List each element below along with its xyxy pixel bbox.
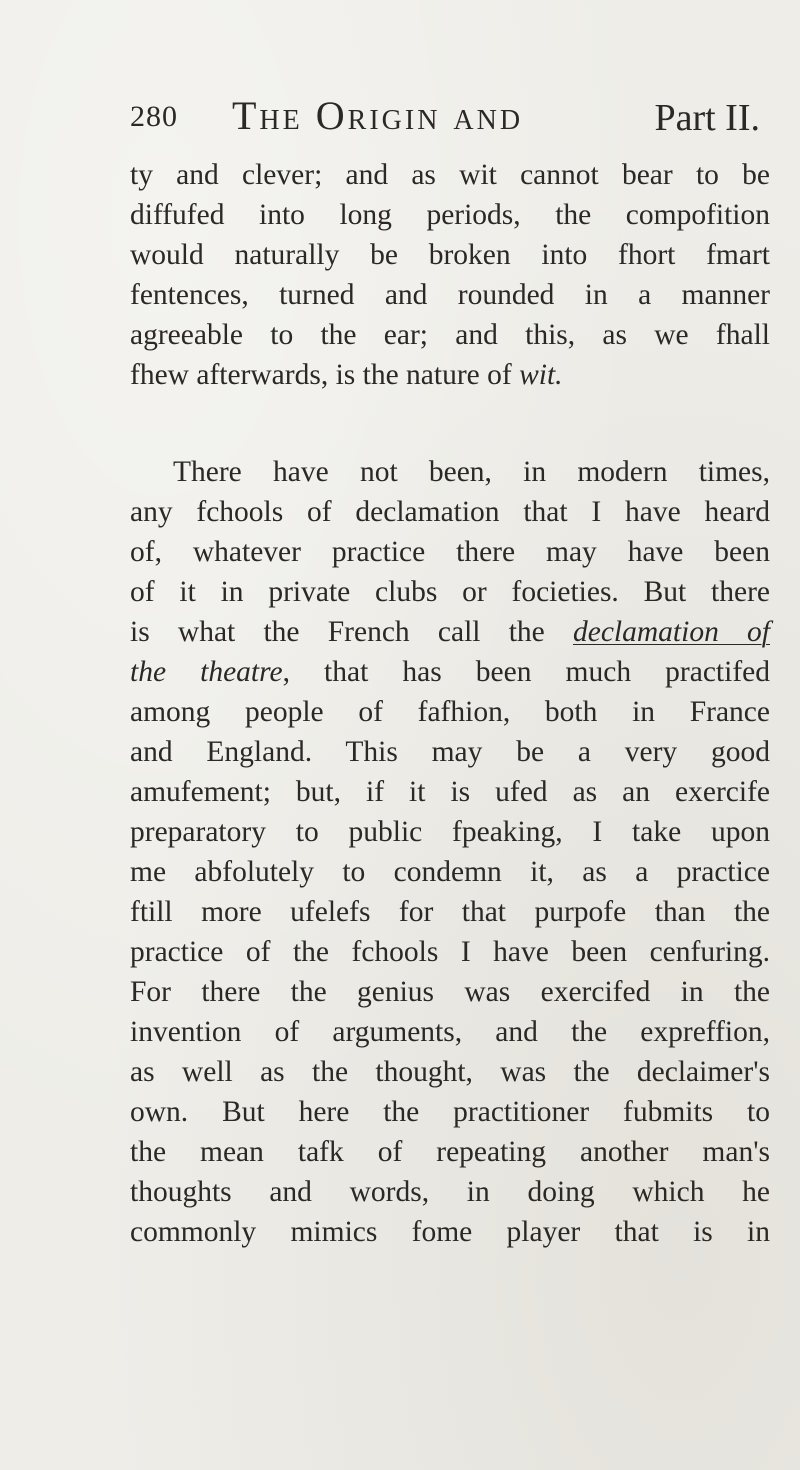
text-line: fentences, turned and rounded in a manner [130,279,770,311]
text-line: any fchools of declamation that I have heard [130,496,770,528]
text-line: preparatory to public fpeaking, I take upon [130,816,770,848]
text-line: fhew afterwards, is the nature of wit. [130,359,563,391]
part-label: Part II. [654,97,760,139]
text-line: me abfolutely to condemn it, as a practice [130,856,770,888]
text-line: would naturally be broken into fhort fmart [130,239,770,271]
page-number: 280 [130,100,178,133]
text-line: the mean tafk of repeating another man's [130,1136,770,1168]
text-line: among people of fafhion, both in France [130,696,770,728]
text-line: invention of arguments, and the expreffion, [130,1016,770,1048]
text-line: thoughts and words, in doing which he [130,1176,770,1208]
text-line: ty and clever; and as wit cannot bear to be [130,159,770,191]
text-line: of, whatever practice there may have been [130,536,770,568]
italic-text: declamation of [572,616,770,648]
text-line: of it in private clubs or focieties. But there [130,576,770,608]
text-line: is what the French call the declamation of [130,616,770,648]
italic-text: wit. [519,359,563,391]
text-line: For there the genius was exercifed in the [130,976,770,1008]
text-line: practice of the fchools I have been cenfuring. [130,936,770,968]
text-line: own. But here the practitioner fubmits to [130,1096,770,1128]
text-line: ftill more ufelefs for that purpofe than the [130,896,770,928]
text-line: the theatre, that has been much practifed [130,656,770,688]
text-line: agreeable to the ear; and this, as we fhall [130,319,770,351]
text-line: amufement; but, if it is ufed as an exercife [130,776,770,808]
text-line: as well as the thought, was the declaimer's [130,1056,770,1088]
text-line: commonly mimics fome player that is in [130,1216,770,1248]
page-header [130,92,770,142]
text-line: diffufed into long periods, the compofition [130,199,770,231]
text-line: There have not been, in modern times, [173,456,770,488]
italic-text: the theatre [130,656,283,688]
text-line: and England. This may be a very good [130,736,770,768]
running-title: The Origin and [232,93,524,138]
